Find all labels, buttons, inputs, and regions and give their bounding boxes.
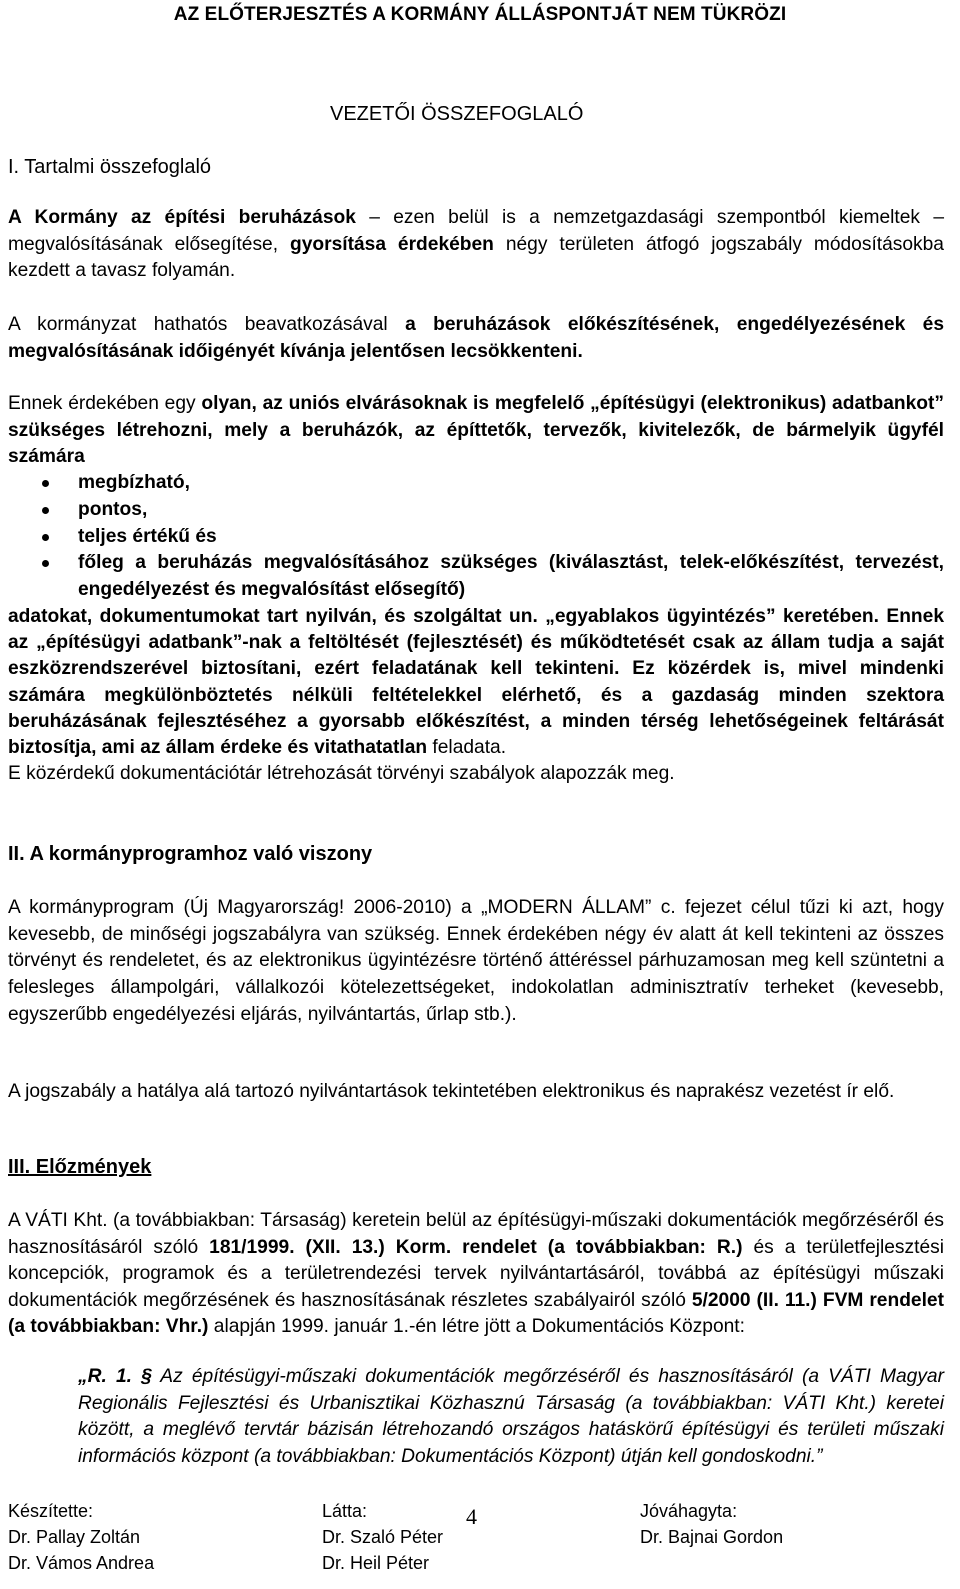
p4-text-c: E közérdekű dokumentációtár létrehozását törvényi szabályok alapozzák meg. [8, 763, 675, 785]
footer-reviewed-by: Látta: Dr. Szaló Péter Dr. Heil Péter [322, 1501, 444, 1573]
summary-title: VEZETŐI ÖSSZEFOGLALÓ [330, 103, 584, 125]
p1-text-d: négy területen átfogó jogszabály módosításokba kezdett a tavasz folyamán. [8, 233, 944, 281]
bullet-icon [42, 534, 49, 541]
p1-bold-c: gyorsítása érdekében [290, 233, 494, 255]
paragraph-4 [8, 604, 944, 787]
list-item: megbízható, [8, 470, 944, 497]
paragraph-7 [8, 1208, 944, 1341]
paragraph-6: A jogszabály a hatálya alá tartozó nyilvántartások tekintetében elektronikus és naprakész vezetést ír elő. [8, 1081, 895, 1102]
list-item: főleg a beruházás megvalósításához szükséges (kiválasztást, telek-előkészítést, tervezést, engedélyezést és megvalósítást elősegítő) [8, 550, 944, 604]
quote-ref: „R. 1. § [78, 1366, 152, 1387]
p2-text-a: A kormányzat hathatós beavatkozásával [8, 314, 406, 335]
p3-text-a: Ennek érdekében egy [8, 393, 202, 414]
p7-bold-d: 5/2000 (II. 11.) FVM rendelet (a továbbiakban: Vhr.) [8, 1289, 944, 1337]
p3-bold-b: olyan, az uniós elvárásoknak is megfelelő „építésügyi (elektronikus) adatbankot” szükséges létrehozni, mely a beruházók, az építtetők, tervezők, kivitelezők, de bármelyik ügyfél számára [8, 393, 944, 467]
requirements-list [8, 470, 944, 604]
p4-bold-a: adatokat, dokumentumokat tart nyilván, és szolgáltat un. „egyablakos ügyintézés” keretében. Ennek az „építésügyi adatbank”-nak a feltöltését (fejlesztését) és működtetését csak az állam tudja a saját eszközrendszerével biztosítani, ezért feladatának kell tekinteni. Ez közérdek is, mivel mindenki számára megkülönböztetés nélküli feltételekkel elérhető, és a gazdaság minden szektora beruházásának fejlesztéséhez a gyorsabb előkészítést, a minden térség lehetőségeinek feltárását biztosítja, ami az állam érdeke és vitathatatlan [8, 606, 944, 759]
paragraph-2 [8, 312, 944, 365]
p7-text-c: és a területfejlesztési koncepciók, programok és a területrendezési tervek nyilvántartásáról, továbbá az építésügyi műszaki dokumentációk megőrzésének és hasznosításának részletes szabályairól szóló [8, 1236, 944, 1311]
list-item: teljes értékű és [8, 524, 944, 551]
p7-text-a: A VÁTI Kht. (a továbbiakban: Társaság) keretein belül az építésügyi-műszaki dokumentációk megőrzéséről és hasznosításáról szóló [8, 1210, 944, 1258]
section-1-heading: I. Tartalmi összefoglaló [8, 156, 212, 178]
footer-prepared-by: Készítette: Dr. Pallay Zoltán Dr. Vámos Andrea [8, 1501, 155, 1573]
bullet-icon [42, 480, 49, 487]
paragraph-1 [8, 205, 944, 285]
disclaimer-header: AZ ELŐTERJESZTÉS A KORMÁNY ÁLLÁSPONTJÁT NEM TÜKRÖZI [173, 4, 787, 25]
p7-bold-b: 181/1999. (XII. 13.) Korm. rendelet (a továbbiakban: R.) [209, 1236, 743, 1258]
p2-bold-b: a beruházások előkészítésének, engedélyezésének és megvalósításának időigényét kívánja jelentősen lecsökkenteni. [8, 314, 944, 362]
p1-text-b: – ezen belül is a nemzetgazdasági szempontból kiemeltek – megvalósításának elősegítése, [8, 207, 944, 255]
quote-text: Az építésügyi-műszaki dokumentációk megőrzéséről és hasznosításáról (a VÁTI Magyar Regionális Fejlesztési és Urbanisztikai Közhasznú Társaság (a továbbiakban: VÁTI Kht.) keretei között, a meglévő tervtár bázisán létrehozandó országos hatáskörű építésügyi és területi műszaki információs központ (a továbbiakban: Dokumentációs Központ) útján kell gondoskodni.” [78, 1366, 944, 1467]
p4-text-b: feladata. [427, 737, 507, 759]
paragraph-5: A kormányprogram (Új Magyarország! 2006-2010) a „MODERN ÁLLAM” c. fejezet célul tűzi ki azt, hogy kevesebb, de minőségi jogszabályra van szükség. Ennek érdekében négy év alatt át kell tekinteni az összes törvényt és rendeletet, és az elektronikus ügyintézésre történő áttéréssel párhuzamosan meg kell szüntetni a felesleges állampolgári, vállalkozói kötelezettségeket, indokolatlan adminisztratív terheket (kevesebb, egyszerűbb engedélyezési eljárás, nyilvántartás, űrlap stb.). [8, 897, 944, 1025]
page-number: 4 [466, 1504, 477, 1529]
footer-approved-by: Jóváhagyta: Dr. Bajnai Gordon [640, 1501, 784, 1547]
section-2-heading: II. A kormányprogramhoz való viszony [8, 843, 373, 865]
bullet-icon [42, 560, 49, 567]
bullet-icon [42, 507, 49, 514]
quoted-regulation [78, 1364, 944, 1470]
p7-text-e: alapján 1999. január 1.-én létre jött a Dokumentációs Központ: [208, 1316, 745, 1337]
paragraph-3 [8, 391, 944, 471]
p1-bold-a: A Kormány az építési beruházások [8, 207, 356, 228]
list-item: pontos, [8, 497, 944, 524]
section-3-heading: III. Előzmények [8, 1156, 152, 1178]
